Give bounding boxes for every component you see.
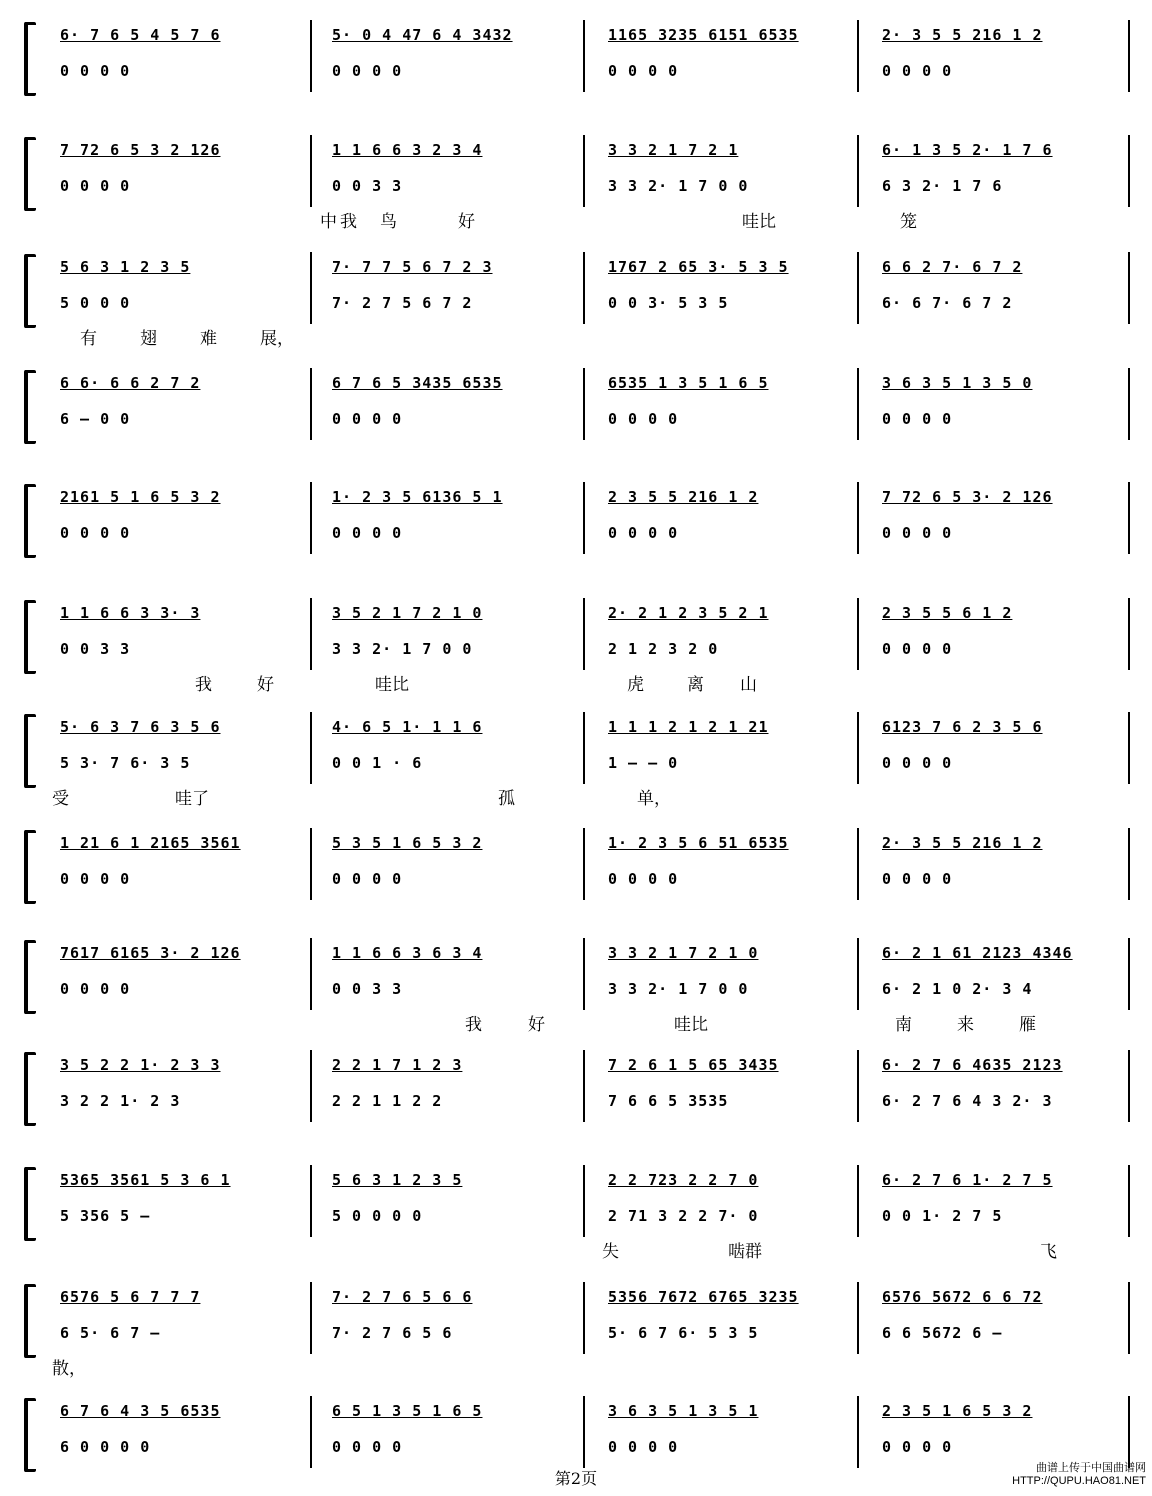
score-system: [20, 712, 1140, 812]
upper-measure-3: 1767 2 65 3· 5 3 5: [608, 258, 789, 276]
system-bracket: [24, 484, 36, 558]
upper-measure-2: 1· 2 3 5 6136 5 1: [332, 488, 503, 506]
lower-part-row: [56, 1438, 1140, 1464]
lyric-word: 受: [52, 789, 69, 809]
upper-measure-4: 2 3 5 5 6 1 2: [882, 604, 1013, 622]
lower-measure-2: 0 0 1 · 6: [332, 754, 423, 772]
upper-measure-2: 2 2 1 7 1 2 3: [332, 1056, 463, 1074]
upper-part-row: [56, 141, 1140, 167]
upper-measure-4: 2· 3 5 5 216 1 2: [882, 834, 1043, 852]
lyric-word: 孤: [498, 789, 515, 809]
upper-measure-3: 2 2 723 2 2 7 0: [608, 1171, 759, 1189]
lower-part-row: [56, 294, 1140, 320]
lower-part-row: [56, 177, 1140, 203]
upper-measure-1: 7617 6165 3· 2 126: [60, 944, 241, 962]
score-system: [20, 368, 1140, 468]
system-bracket: [24, 600, 36, 674]
system-bracket: [24, 137, 36, 211]
upper-measure-2: 6 7 6 5 3435 6535: [332, 374, 503, 392]
site-watermark: [1012, 1462, 1146, 1488]
lyric-word: 好: [458, 212, 475, 232]
lyric-word: 我: [465, 1015, 482, 1035]
lyric-word: 哇了: [175, 789, 209, 809]
upper-measure-3: 7 2 6 1 5 65 3435: [608, 1056, 779, 1074]
score-system: [20, 938, 1140, 1038]
lower-part-row: [56, 870, 1140, 896]
lyric-word: 好: [257, 675, 274, 695]
lyric-word: 雁: [1019, 1015, 1036, 1035]
lyric-word: 翅: [140, 329, 157, 349]
upper-part-row: [56, 374, 1140, 400]
upper-measure-2: 7· 7 7 5 6 7 2 3: [332, 258, 493, 276]
upper-measure-1: 5 6 3 1 2 3 5: [60, 258, 191, 276]
lower-measure-1: 5 356 5 —: [60, 1207, 151, 1225]
upper-measure-2: 5 3 5 1 6 5 3 2: [332, 834, 483, 852]
lyric-word: 来: [957, 1015, 974, 1035]
lyric-word: 笼: [900, 212, 917, 232]
lower-measure-1: 5 0 0 0: [60, 294, 131, 312]
upper-measure-4: 2 3 5 1 6 5 3 2: [882, 1402, 1033, 1420]
lyrics-row: [52, 784, 1140, 810]
lyric-word: 散，: [52, 1359, 86, 1379]
score-system: [20, 598, 1140, 698]
lyric-word: 哇比: [742, 212, 776, 232]
lower-measure-1: 6 5· 6 7 —: [60, 1324, 161, 1342]
upper-measure-2: 7· 2 7 6 5 6 6: [332, 1288, 473, 1306]
page-number: 第2页: [554, 1469, 598, 1488]
score-system: [20, 482, 1140, 582]
system-bracket: [24, 254, 36, 328]
lower-measure-2: 0 0 3 3: [332, 980, 403, 998]
lyric-word: 展，: [260, 329, 294, 349]
lower-part-row: [56, 1207, 1140, 1233]
lower-measure-3: 1 — — 0: [608, 754, 679, 772]
upper-measure-4: 6 6 2 7· 6 7 2: [882, 258, 1023, 276]
lower-measure-3: 0 0 3· 5 3 5: [608, 294, 729, 312]
upper-measure-2: 3 5 2 1 7 2 1 0: [332, 604, 483, 622]
lower-measure-4: 6· 2 1 0 2· 3 4: [882, 980, 1033, 998]
system-bracket: [24, 370, 36, 444]
lower-measure-2: 0 0 0 0: [332, 62, 403, 80]
lower-measure-2: 0 0 0 0: [332, 410, 403, 428]
upper-measure-4: 2· 3 5 5 216 1 2: [882, 26, 1043, 44]
watermark-line-1: 曲谱上传于中国曲谱网: [1036, 1462, 1146, 1474]
score-system: [20, 135, 1140, 235]
lower-measure-3: 0 0 0 0: [608, 410, 679, 428]
lyrics-row: [56, 1237, 1140, 1263]
lyric-word: 好: [528, 1015, 545, 1035]
lyric-word: 山: [740, 675, 757, 695]
lower-measure-2: 0 0 3 3: [332, 177, 403, 195]
upper-measure-3: 2· 2 1 2 3 5 2 1: [608, 604, 769, 622]
upper-measure-3: 6535 1 3 5 1 6 5: [608, 374, 769, 392]
lower-part-row: [56, 754, 1140, 780]
lower-measure-3: 3 3 2· 1 7 0 0: [608, 980, 749, 998]
score-system: [20, 1165, 1140, 1265]
upper-measure-4: 6· 2 7 6 1· 2 7 5: [882, 1171, 1053, 1189]
system-bracket: [24, 1167, 36, 1241]
upper-part-row: [56, 718, 1140, 744]
upper-measure-3: 3 6 3 5 1 3 5 1: [608, 1402, 759, 1420]
lower-measure-4: 6 6 5672 6 —: [882, 1324, 1003, 1342]
upper-measure-2: 1 1 6 6 3 6 3 4: [332, 944, 483, 962]
upper-measure-3: 5356 7672 6765 3235: [608, 1288, 799, 1306]
score-system: [20, 1050, 1140, 1150]
lower-measure-4: 0 0 0 0: [882, 1438, 953, 1456]
upper-part-row: [56, 1171, 1140, 1197]
upper-part-row: [56, 258, 1140, 284]
lower-measure-2: 2 2 1 1 2 2: [332, 1092, 443, 1110]
upper-measure-4: 3 6 3 5 1 3 5 0: [882, 374, 1033, 392]
watermark-line-2: HTTP://QUPU.HAO81.NET: [1012, 1475, 1146, 1487]
lower-measure-4: 0 0 1· 2 7 5: [882, 1207, 1003, 1225]
lower-measure-4: 6· 6 7· 6 7 2: [882, 294, 1013, 312]
upper-measure-2: 4· 6 5 1· 1 1 6: [332, 718, 483, 736]
lower-measure-3: 2 71 3 2 2 7· 0: [608, 1207, 759, 1225]
system-bracket: [24, 1052, 36, 1126]
lyrics-row: [56, 670, 1140, 696]
upper-measure-1: 6· 7 6 5 4 5 7 6: [60, 26, 221, 44]
lower-part-row: [56, 640, 1140, 666]
lyric-word: 单，: [637, 789, 671, 809]
upper-measure-4: 6· 1 3 5 2· 1 7 6: [882, 141, 1053, 159]
lyric-word: 哇比: [375, 675, 409, 695]
score-system: [20, 20, 1140, 120]
lower-measure-1: 0 0 0 0: [60, 524, 131, 542]
lower-measure-4: 0 0 0 0: [882, 870, 953, 888]
upper-part-row: [56, 1402, 1140, 1428]
lower-measure-4: 0 0 0 0: [882, 62, 953, 80]
upper-measure-4: 6· 2 7 6 4635 2123: [882, 1056, 1063, 1074]
system-bracket: [24, 22, 36, 96]
system-bracket: [24, 714, 36, 788]
lower-measure-2: 7· 2 7 5 6 7 2: [332, 294, 473, 312]
lower-measure-1: 6 — 0 0: [60, 410, 131, 428]
lyric-word: 虎: [627, 675, 644, 695]
lower-measure-4: 0 0 0 0: [882, 410, 953, 428]
upper-measure-3: 3 3 2 1 7 2 1 0: [608, 944, 759, 962]
upper-part-row: [56, 26, 1140, 52]
lower-part-row: [56, 524, 1140, 550]
lyrics-row: [52, 1354, 1140, 1380]
lower-measure-1: 6 0 0 0 0: [60, 1438, 151, 1456]
lower-measure-4: 0 0 0 0: [882, 754, 953, 772]
upper-measure-1: 6576 5 6 7 7 7: [60, 1288, 201, 1306]
upper-measure-1: 2161 5 1 6 5 3 2: [60, 488, 221, 506]
upper-measure-1: 3 5 2 2 1· 2 3 3: [60, 1056, 221, 1074]
upper-measure-4: 7 72 6 5 3· 2 126: [882, 488, 1053, 506]
upper-part-row: [56, 604, 1140, 630]
upper-measure-2: 5· 0 4 47 6 4 3432: [332, 26, 513, 44]
lyric-word: 我: [195, 675, 212, 695]
lyric-word: 失: [602, 1242, 619, 1262]
lower-measure-1: 0 0 0 0: [60, 177, 131, 195]
lower-measure-2: 0 0 0 0: [332, 1438, 403, 1456]
upper-measure-3: 1· 2 3 5 6 51 6535: [608, 834, 789, 852]
system-bracket: [24, 1284, 36, 1358]
upper-measure-1: 1 1 6 6 3 3· 3: [60, 604, 201, 622]
lower-measure-1: 0 0 3 3: [60, 640, 131, 658]
upper-measure-1: 6 7 6 4 3 5 6535: [60, 1402, 221, 1420]
lower-measure-3: 2 1 2 3 2 0: [608, 640, 719, 658]
lyrics-row: [56, 1010, 1140, 1036]
upper-part-row: [56, 488, 1140, 514]
lower-measure-2: 5 0 0 0 0: [332, 1207, 423, 1225]
lyric-word: 哇比: [674, 1015, 708, 1035]
lower-measure-3: 5· 6 7 6· 5 3 5: [608, 1324, 759, 1342]
upper-measure-3: 1165 3235 6151 6535: [608, 26, 799, 44]
upper-measure-1: 5365 3561 5 3 6 1: [60, 1171, 231, 1189]
upper-measure-1: 6 6· 6 6 2 7 2: [60, 374, 201, 392]
system-bracket: [24, 1398, 36, 1472]
score-system: [20, 1282, 1140, 1382]
lower-measure-4: 6· 2 7 6 4 3 2· 3: [882, 1092, 1053, 1110]
upper-part-row: [56, 1056, 1140, 1082]
lower-measure-3: 3 3 2· 1 7 0 0: [608, 177, 749, 195]
lower-measure-2: 3 3 2· 1 7 0 0: [332, 640, 473, 658]
lyric-word: 飞: [1040, 1242, 1057, 1262]
lower-measure-1: 0 0 0 0: [60, 870, 131, 888]
lyric-word: 有: [80, 329, 97, 349]
upper-measure-4: 6123 7 6 2 3 5 6: [882, 718, 1043, 736]
lower-measure-3: 0 0 0 0: [608, 1438, 679, 1456]
upper-measure-4: 6· 2 1 61 2123 4346: [882, 944, 1073, 962]
lower-part-row: [56, 980, 1140, 1006]
lyrics-row: [56, 324, 1140, 350]
lower-measure-3: 7 6 6 5 3535: [608, 1092, 729, 1110]
lower-measure-2: 7· 2 7 6 5 6: [332, 1324, 453, 1342]
upper-part-row: [56, 834, 1140, 860]
lyric-word: 啮群: [728, 1242, 762, 1262]
lower-measure-1: 0 0 0 0: [60, 62, 131, 80]
lower-part-row: [56, 410, 1140, 436]
lower-measure-4: 0 0 0 0: [882, 640, 953, 658]
lyric-word: 离: [687, 675, 704, 695]
lyric-word: 我: [340, 212, 357, 232]
lower-measure-4: 0 0 0 0: [882, 524, 953, 542]
lower-measure-3: 0 0 0 0: [608, 62, 679, 80]
upper-part-row: [56, 944, 1140, 970]
lower-part-row: [56, 1092, 1140, 1118]
score-system: [20, 828, 1140, 928]
lower-part-row: [56, 1324, 1140, 1350]
upper-measure-3: 1 1 1 2 1 2 1 21: [608, 718, 769, 736]
lyrics-row: [56, 207, 1140, 233]
lyric-word: 难: [200, 329, 217, 349]
lower-measure-1: 5 3· 7 6· 3 5: [60, 754, 191, 772]
lower-measure-2: 0 0 0 0: [332, 870, 403, 888]
lower-measure-3: 0 0 0 0: [608, 870, 679, 888]
upper-measure-1: 5· 6 3 7 6 3 5 6: [60, 718, 221, 736]
lower-measure-4: 6 3 2· 1 7 6: [882, 177, 1003, 195]
lower-part-row: [56, 62, 1140, 88]
upper-measure-2: 5 6 3 1 2 3 5: [332, 1171, 463, 1189]
upper-measure-4: 6576 5672 6 6 72: [882, 1288, 1043, 1306]
upper-measure-1: 1 21 6 1 2165 3561: [60, 834, 241, 852]
lower-measure-1: 0 0 0 0: [60, 980, 131, 998]
upper-measure-1: 7 72 6 5 3 2 126: [60, 141, 221, 159]
lower-measure-2: 0 0 0 0: [332, 524, 403, 542]
lower-measure-1: 3 2 2 1· 2 3: [60, 1092, 181, 1110]
lyric-word: 南: [895, 1015, 912, 1035]
upper-measure-3: 3 3 2 1 7 2 1: [608, 141, 739, 159]
system-bracket: [24, 830, 36, 904]
system-bracket: [24, 940, 36, 1014]
upper-measure-2: 6 5 1 3 5 1 6 5: [332, 1402, 483, 1420]
score-system: [20, 252, 1140, 352]
upper-part-row: [56, 1288, 1140, 1314]
lyric-word: 中: [320, 212, 337, 232]
lyric-word: 鸟: [380, 212, 397, 232]
upper-measure-2: 1 1 6 6 3 2 3 4: [332, 141, 483, 159]
upper-measure-3: 2 3 5 5 216 1 2: [608, 488, 759, 506]
lower-measure-3: 0 0 0 0: [608, 524, 679, 542]
